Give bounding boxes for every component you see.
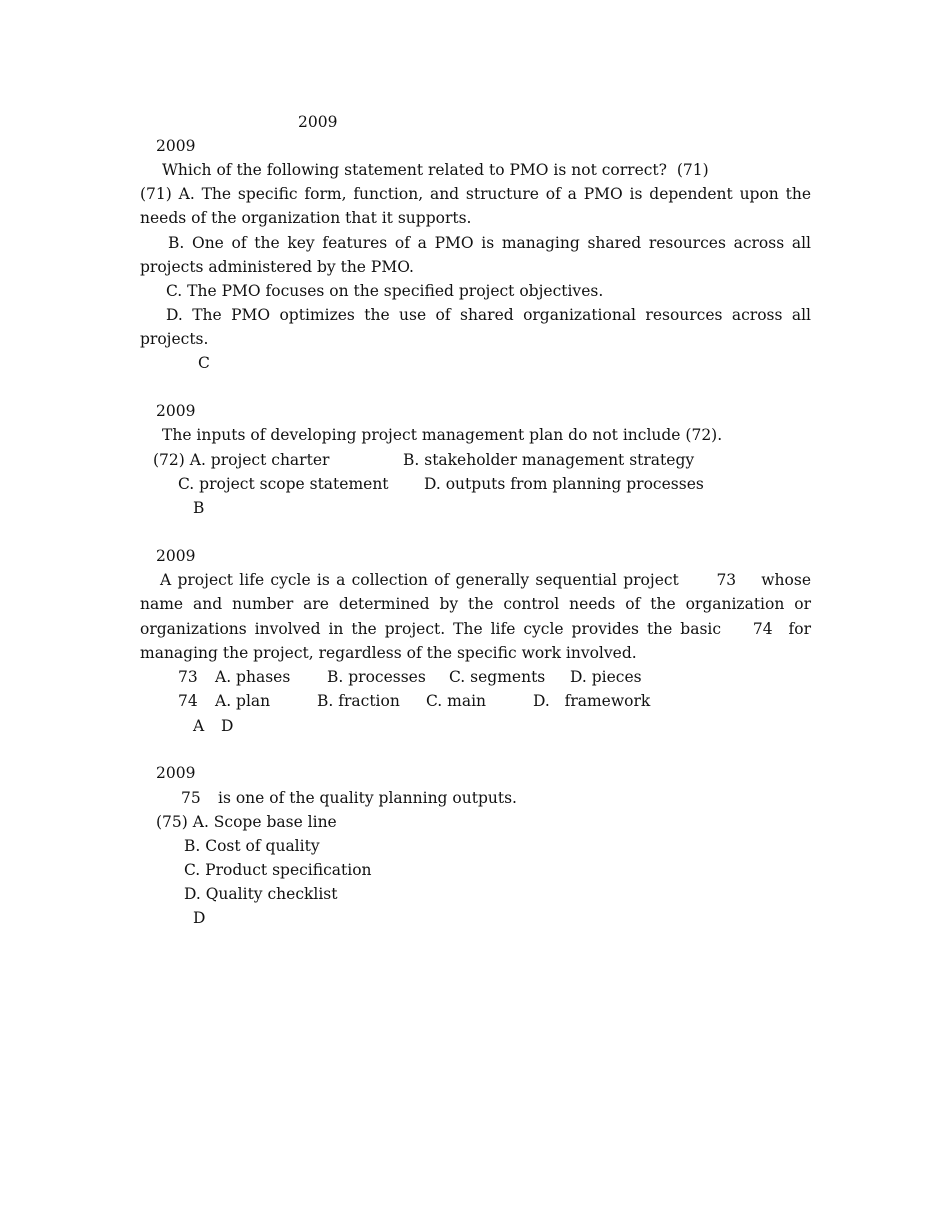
q72-option-d: D. outputs from planning processes [424,475,704,493]
q74-option-c: C. main [426,692,487,710]
q73-year: 2009 [156,547,196,565]
q72-option-c: C. project scope statement [178,475,389,493]
q72-option-b: B. stakeholder management strategy [403,451,695,469]
q73-option-c: C. segments [449,668,546,686]
q73-option-b: B. processes [327,668,426,686]
q71-answer: C [198,354,210,372]
q75-answer: D [193,909,206,927]
q74-row-num: 74 [178,692,198,710]
q74-option-a: A. plan [215,692,271,710]
q75-blank: 75 [181,789,201,807]
q72-stem: The inputs of developing project management plan do not include (72). [162,426,723,444]
q75-stem: is one of the quality planning outputs. [218,789,517,807]
q73-row-num: 73 [178,668,198,686]
q72-option-a: (72) A. project charter [153,451,330,469]
q71-option-d: D. The PMO optimizes the use of shared organizational resources across all projects. [140,306,811,349]
q71-stem: Which of the following statement related to PMO is not correct? (71) [162,161,709,179]
q72-year: 2009 [156,402,196,420]
q73-passage-part2: whose name and number are determined by the control needs of the organization or organizations involved in the project. The life cycle provides the basic [140,571,811,638]
q74-option-b: B. fraction [317,692,400,710]
q71-year: 2009 [156,137,196,155]
q71-option-a: (71) A. The specific form, function, and structure of a PMO is dependent upon the needs of the organization that it supports. [140,185,811,228]
q74-option-d: D. framework [533,692,651,710]
q75-year: 2009 [156,764,196,782]
q73-option-d: D. pieces [570,668,642,686]
q75-option-d: D. Quality checklist [184,885,338,903]
q73-answer: A [193,717,205,735]
q72-answer: B [193,499,205,517]
q74-answer: D [221,717,234,735]
header-year: 2009 [298,113,338,131]
q74-blank: 74 [752,619,773,638]
q73-passage [140,568,811,665]
q73-blank: 73 [716,571,737,589]
q71-option-b: B. One of the key features of a PMO is managing shared resources across all projects administered by the PMO. [140,234,811,277]
q71-option-c: C. The PMO focuses on the specified project objectives. [166,282,604,300]
q73-option-a: A. phases [215,668,291,686]
q75-option-c: C. Product specification [184,861,372,879]
q75-option-b: B. Cost of quality [184,837,320,855]
q73-passage-part3: for managing the project, regardless of the specific work involved. [140,619,812,662]
q73-passage-part1: A project life cycle is a collection of generally sequential project [160,571,679,589]
q75-option-a: (75) A. Scope base line [156,813,337,831]
